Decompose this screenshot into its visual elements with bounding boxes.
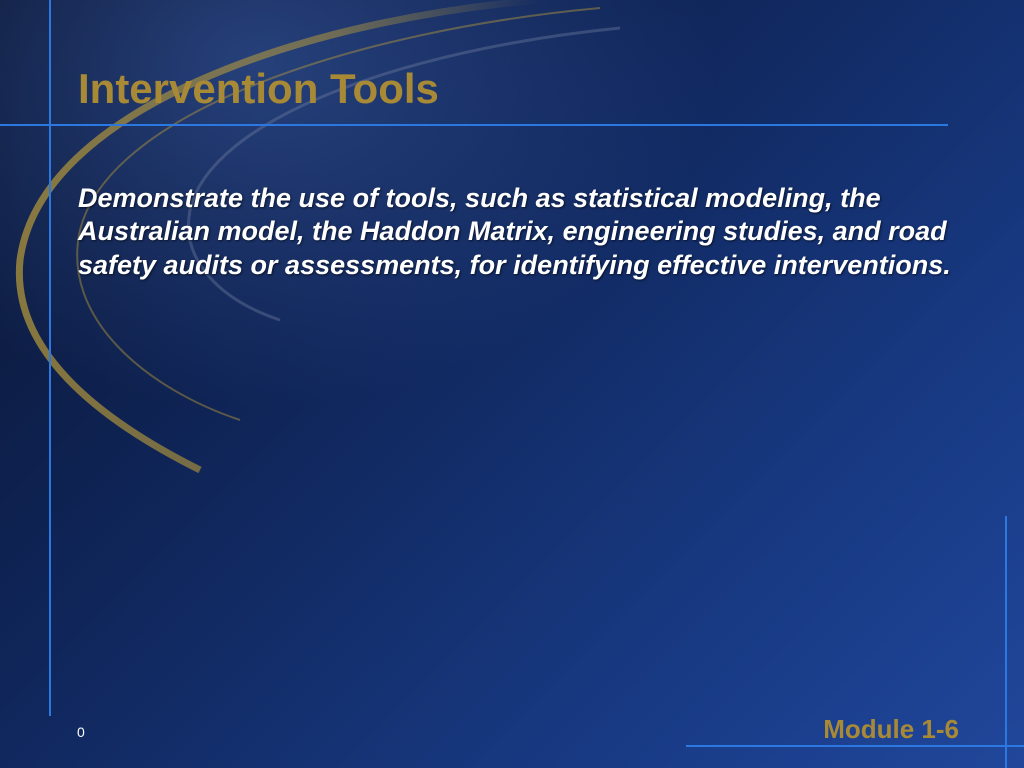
slide-title: Intervention Tools: [78, 65, 439, 112]
page-number: 0: [77, 724, 85, 740]
module-label: Module 1-6: [823, 714, 959, 744]
slide-body-text: Demonstrate the use of tools, such as statistical modeling, the Australian model, the Haddon Matrix, engineering studies, and road safety audits or assessments, for identifying effective interventions.: [78, 183, 951, 280]
